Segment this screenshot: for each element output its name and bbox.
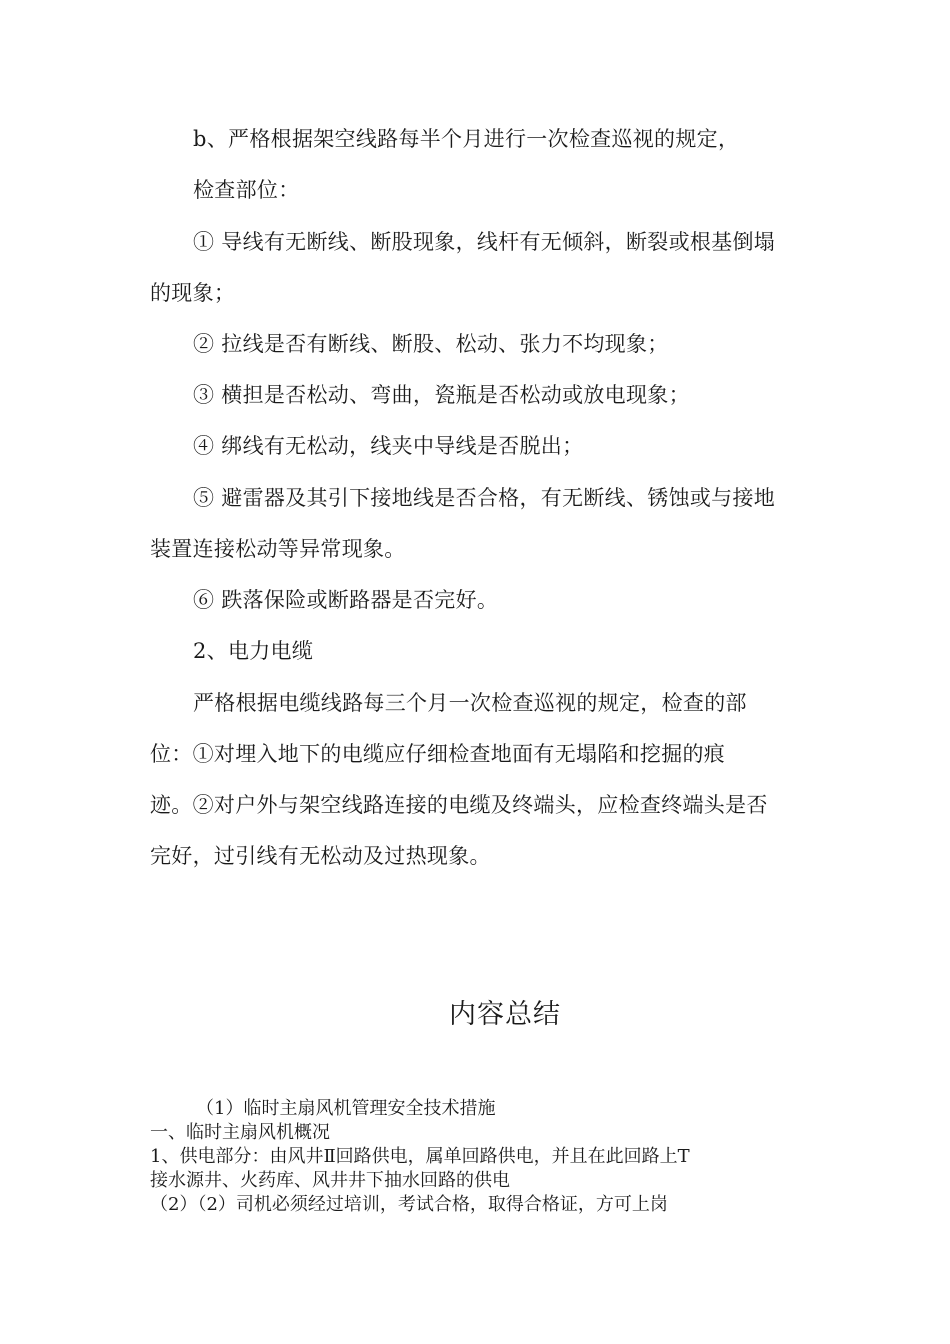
- item-4: ④ 绑线有无松动，线夹中导线是否脱出；: [193, 434, 584, 458]
- summary-line-1: （1）临时主扇风机管理安全技术措施: [196, 1098, 496, 1119]
- summary-line-4: 接水源井、火药库、风井井下抽水回路的供电: [150, 1170, 510, 1191]
- item-1-line-a: ① 导线有无断线、断股现象，线杆有无倾斜，断裂或根基倒塌: [193, 230, 776, 254]
- summary-line-2: 一、临时主扇风机概况: [150, 1122, 330, 1143]
- summary-line-5: （2）（2）司机必须经过培训，考试合格，取得合格证，方可上岗: [150, 1194, 668, 1215]
- item-1-line-b: 的现象；: [150, 281, 236, 305]
- cable-paragraph-line-c: 迹。②对户外与架空线路连接的电缆及终端头，应检查终端头是否: [150, 793, 768, 817]
- item-5-line-a: ⑤ 避雷器及其引下接地线是否合格，有无断线、锈蚀或与接地: [193, 486, 776, 510]
- item-3: ③ 横担是否松动、弯曲，瓷瓶是否松动或放电现象；: [193, 383, 690, 407]
- cable-paragraph-line-a: 严格根据电缆线路每三个月一次检查巡视的规定，检查的部: [193, 691, 747, 715]
- paragraph-inspection-parts: 检查部位：: [193, 178, 300, 202]
- item-5-line-b: 装置连接松动等异常现象。: [150, 537, 406, 561]
- summary-line-3: 1、供电部分：由风井Ⅱ回路供电，属单回路供电，并且在此回路上T: [150, 1146, 690, 1167]
- paragraph-overhead-line-rule: b、严格根据架空线路每半个月进行一次检查巡视的规定，: [193, 127, 740, 151]
- cable-paragraph-line-d: 完好，过引线有无松动及过热现象。: [150, 844, 491, 868]
- item-2: ② 拉线是否有断线、断股、松动、张力不均现象；: [193, 332, 669, 356]
- section-heading-power-cable: 2、电力电缆: [193, 639, 314, 663]
- item-6: ⑥ 跌落保险或断路器是否完好。: [193, 588, 499, 612]
- summary-title: 内容总结: [449, 999, 561, 1030]
- cable-paragraph-line-b: 位：①对埋入地下的电缆应仔细检查地面有无塌陷和挖掘的痕: [150, 742, 726, 766]
